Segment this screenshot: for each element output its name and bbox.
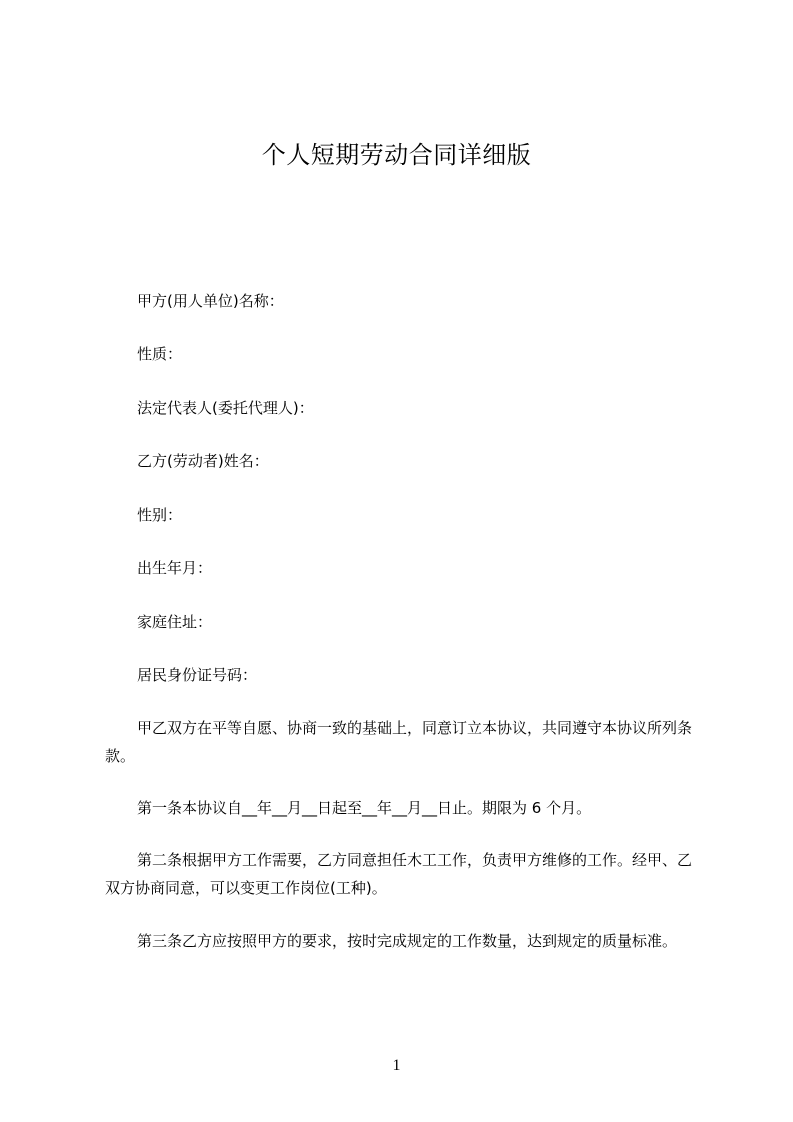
field-employer-name: 甲方(用人单位)名称： <box>137 292 284 310</box>
field-birth-date: 出生年月： <box>137 559 213 577</box>
field-legal-representative: 法定代表人(委托代理人)： <box>137 399 314 417</box>
document-title: 个人短期劳动合同详细版 <box>261 141 532 169</box>
field-id-number: 居民身份证号码： <box>137 666 258 684</box>
field-employee-name: 乙方(劳动者)姓名： <box>137 452 269 470</box>
paragraph-agreement-intro: 甲乙双方在平等自愿、协商一致的基础上，同意订立本协议，共同遵守本协议所列条款。 <box>105 719 693 765</box>
field-home-address: 家庭住址： <box>137 613 213 631</box>
paragraph-article-3: 第三条乙方应按照甲方的要求，按时完成规定的工作数量，达到规定的质量标准。 <box>137 932 678 950</box>
paragraph-article-1: 第一条本协议自__年__月__日起至__年__月__日止。期限为 6 个月。 <box>137 799 592 817</box>
paragraph-article-2: 第二条根据甲方工作需要，乙方同意担任木工工作，负责甲方维修的工作。经甲、乙双方协商同意，可以变更工作岗位(工种)。 <box>105 851 693 897</box>
field-nature: 性质： <box>137 345 183 363</box>
field-gender: 性别： <box>137 506 183 524</box>
page-number: 1 <box>392 1057 401 1074</box>
